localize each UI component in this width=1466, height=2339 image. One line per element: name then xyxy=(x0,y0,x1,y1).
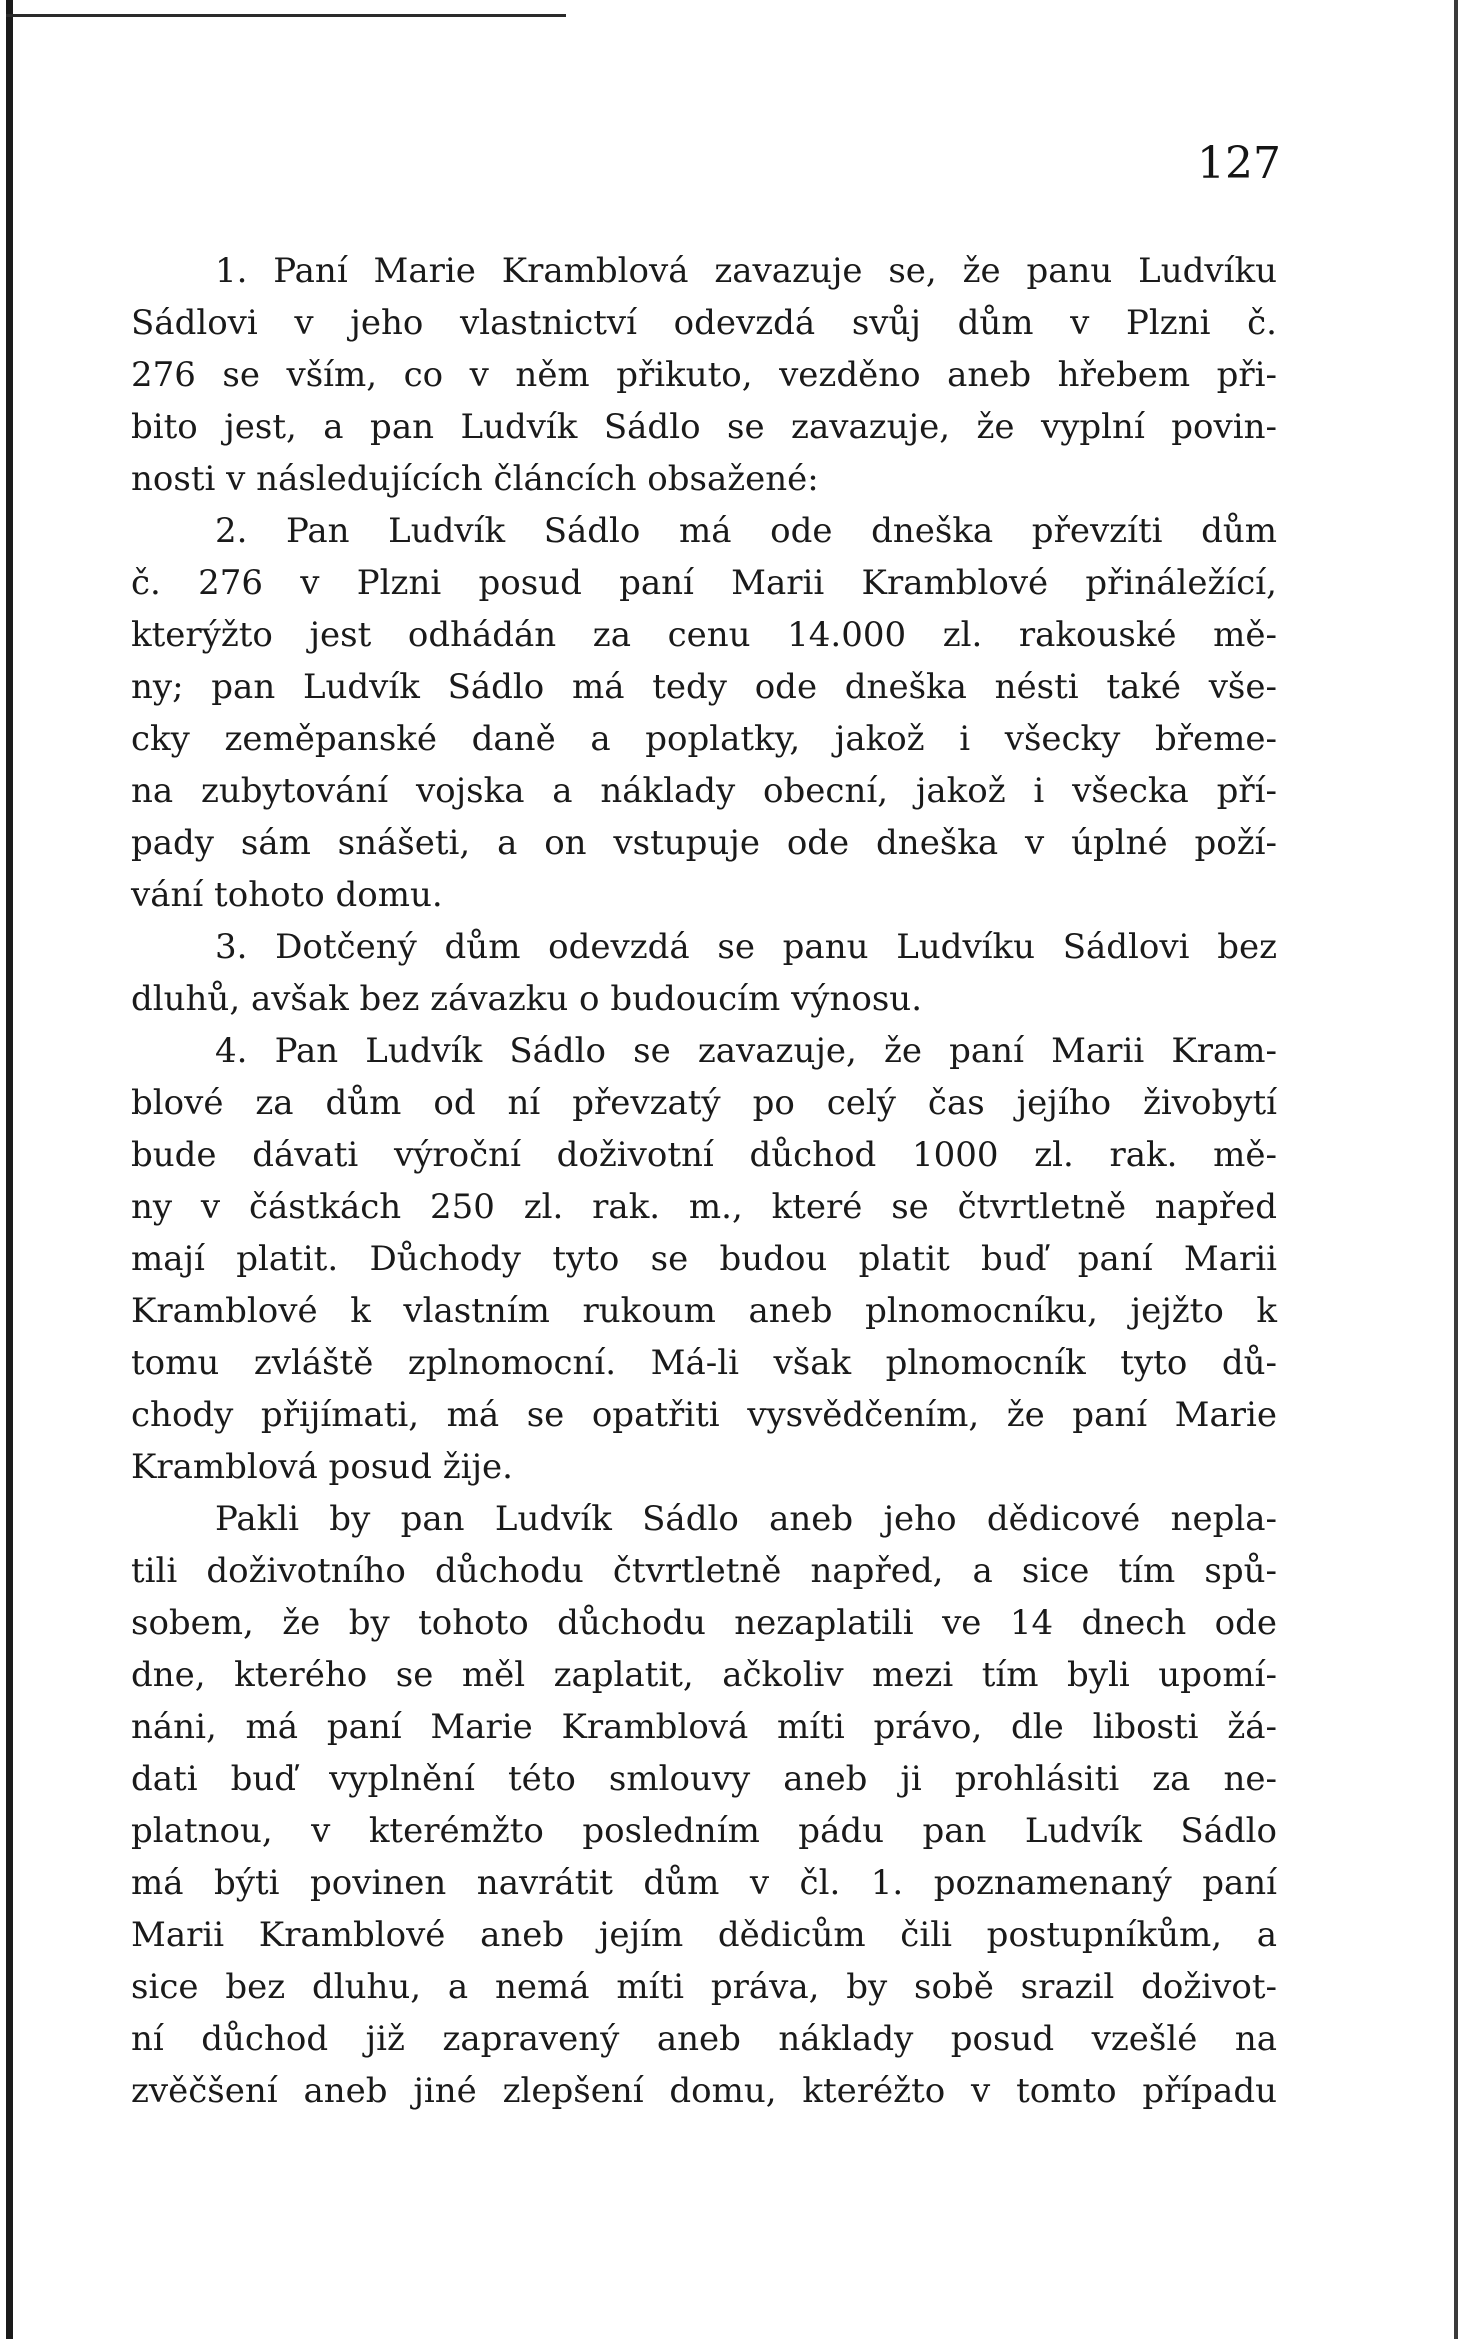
scan-border-left xyxy=(6,0,13,2339)
text-line: 2. Pan Ludvík Sádlo má ode dneška převzíti dům xyxy=(215,511,1277,551)
text-line: bude dávati výroční doživotní důchod 1000 zl. rak. mě- xyxy=(131,1135,1277,1175)
text-line: Sádlovi v jeho vlastnictví odevzdá svůj dům v Plzni č. xyxy=(131,303,1277,343)
text-line: pady sám snášeti, a on vstupuje ode dneška v úplné poží- xyxy=(131,823,1277,863)
scan-border-right xyxy=(1454,0,1458,2339)
body-text xyxy=(131,245,1277,2117)
text-line: blové za dům od ní převzatý po celý čas jejího živobytí xyxy=(131,1083,1277,1123)
text-line: nosti v následujících článcích obsažené: xyxy=(131,459,819,499)
text-line: ny; pan Ludvík Sádlo má tedy ode dneška nésti také vše- xyxy=(131,667,1277,707)
text-line: ny v částkách 250 zl. rak. m., které se čtvrtletně napřed xyxy=(131,1187,1277,1227)
text-line: 3. Dotčený dům odevzdá se panu Ludvíku Sádlovi bez xyxy=(215,927,1277,967)
text-line: Kramblová posud žije. xyxy=(131,1447,513,1487)
text-line: zvěčšení aneb jiné zlepšení domu, kteréžto v tomto případu xyxy=(131,2071,1277,2111)
text-line: tili doživotního důchodu čtvrtletně napřed, a sice tím spů- xyxy=(131,1551,1277,1591)
text-line: platnou, v kterémžto posledním pádu pan Ludvík Sádlo xyxy=(131,1811,1277,1851)
text-line: bito jest, a pan Ludvík Sádlo se zavazuje, že vyplní povin- xyxy=(131,407,1277,447)
page-number: 127 xyxy=(1197,138,1281,189)
text-line: náni, má paní Marie Kramblová míti právo, dle libosti žá- xyxy=(131,1707,1277,1747)
text-line: chody přijímati, má se opatřiti vysvědčením, že paní Marie xyxy=(131,1395,1277,1435)
text-line: č. 276 v Plzni posud paní Marii Kramblové přináležící, xyxy=(131,563,1277,603)
text-line: Marii Kramblové aneb jejím dědicům čili postupníkům, a xyxy=(131,1915,1277,1955)
text-line: na zubytování vojska a náklady obecní, jakož i všecka pří- xyxy=(131,771,1277,811)
text-line: dluhů, avšak bez závazku o budoucím výnosu. xyxy=(131,979,923,1019)
text-line: má býti povinen navrátit dům v čl. 1. poznamenaný paní xyxy=(131,1863,1277,1903)
text-line: dne, kterého se měl zaplatit, ačkoliv mezi tím byli upomí- xyxy=(131,1655,1277,1695)
text-line: mají platit. Důchody tyto se budou platit buď paní Marii xyxy=(131,1239,1277,1279)
text-line: 276 se vším, co v něm přikuto, vezděno aneb hřebem při- xyxy=(131,355,1277,395)
text-line: 1. Paní Marie Kramblová zavazuje se, že panu Ludvíku xyxy=(215,251,1277,291)
text-line: Pakli by pan Ludvík Sádlo aneb jeho dědicové nepla- xyxy=(215,1499,1277,1539)
text-line: dati buď vyplnění této smlouvy aneb ji prohlásiti za ne- xyxy=(131,1759,1277,1799)
text-line: cky zeměpanské daně a poplatky, jakož i všecky břeme- xyxy=(131,719,1277,759)
text-line: 4. Pan Ludvík Sádlo se zavazuje, že paní Marii Kram- xyxy=(215,1031,1277,1071)
text-line: sice bez dluhu, a nemá míti práva, by sobě srazil doživot- xyxy=(131,1967,1277,2007)
scan-border-top xyxy=(6,14,566,17)
text-line: sobem, že by tohoto důchodu nezaplatili ve 14 dnech ode xyxy=(131,1603,1277,1643)
text-line: vání tohoto domu. xyxy=(131,875,443,915)
text-line: ní důchod již zapravený aneb náklady posud vzešlé na xyxy=(131,2019,1277,2059)
text-line: tomu zvláště zplnomocní. Má-li však plnomocník tyto dů- xyxy=(131,1343,1277,1383)
text-line: kterýžto jest odhádán za cenu 14.000 zl. rakouské mě- xyxy=(131,615,1277,655)
text-line: Kramblové k vlastním rukoum aneb plnomocníku, jejžto k xyxy=(131,1291,1277,1331)
